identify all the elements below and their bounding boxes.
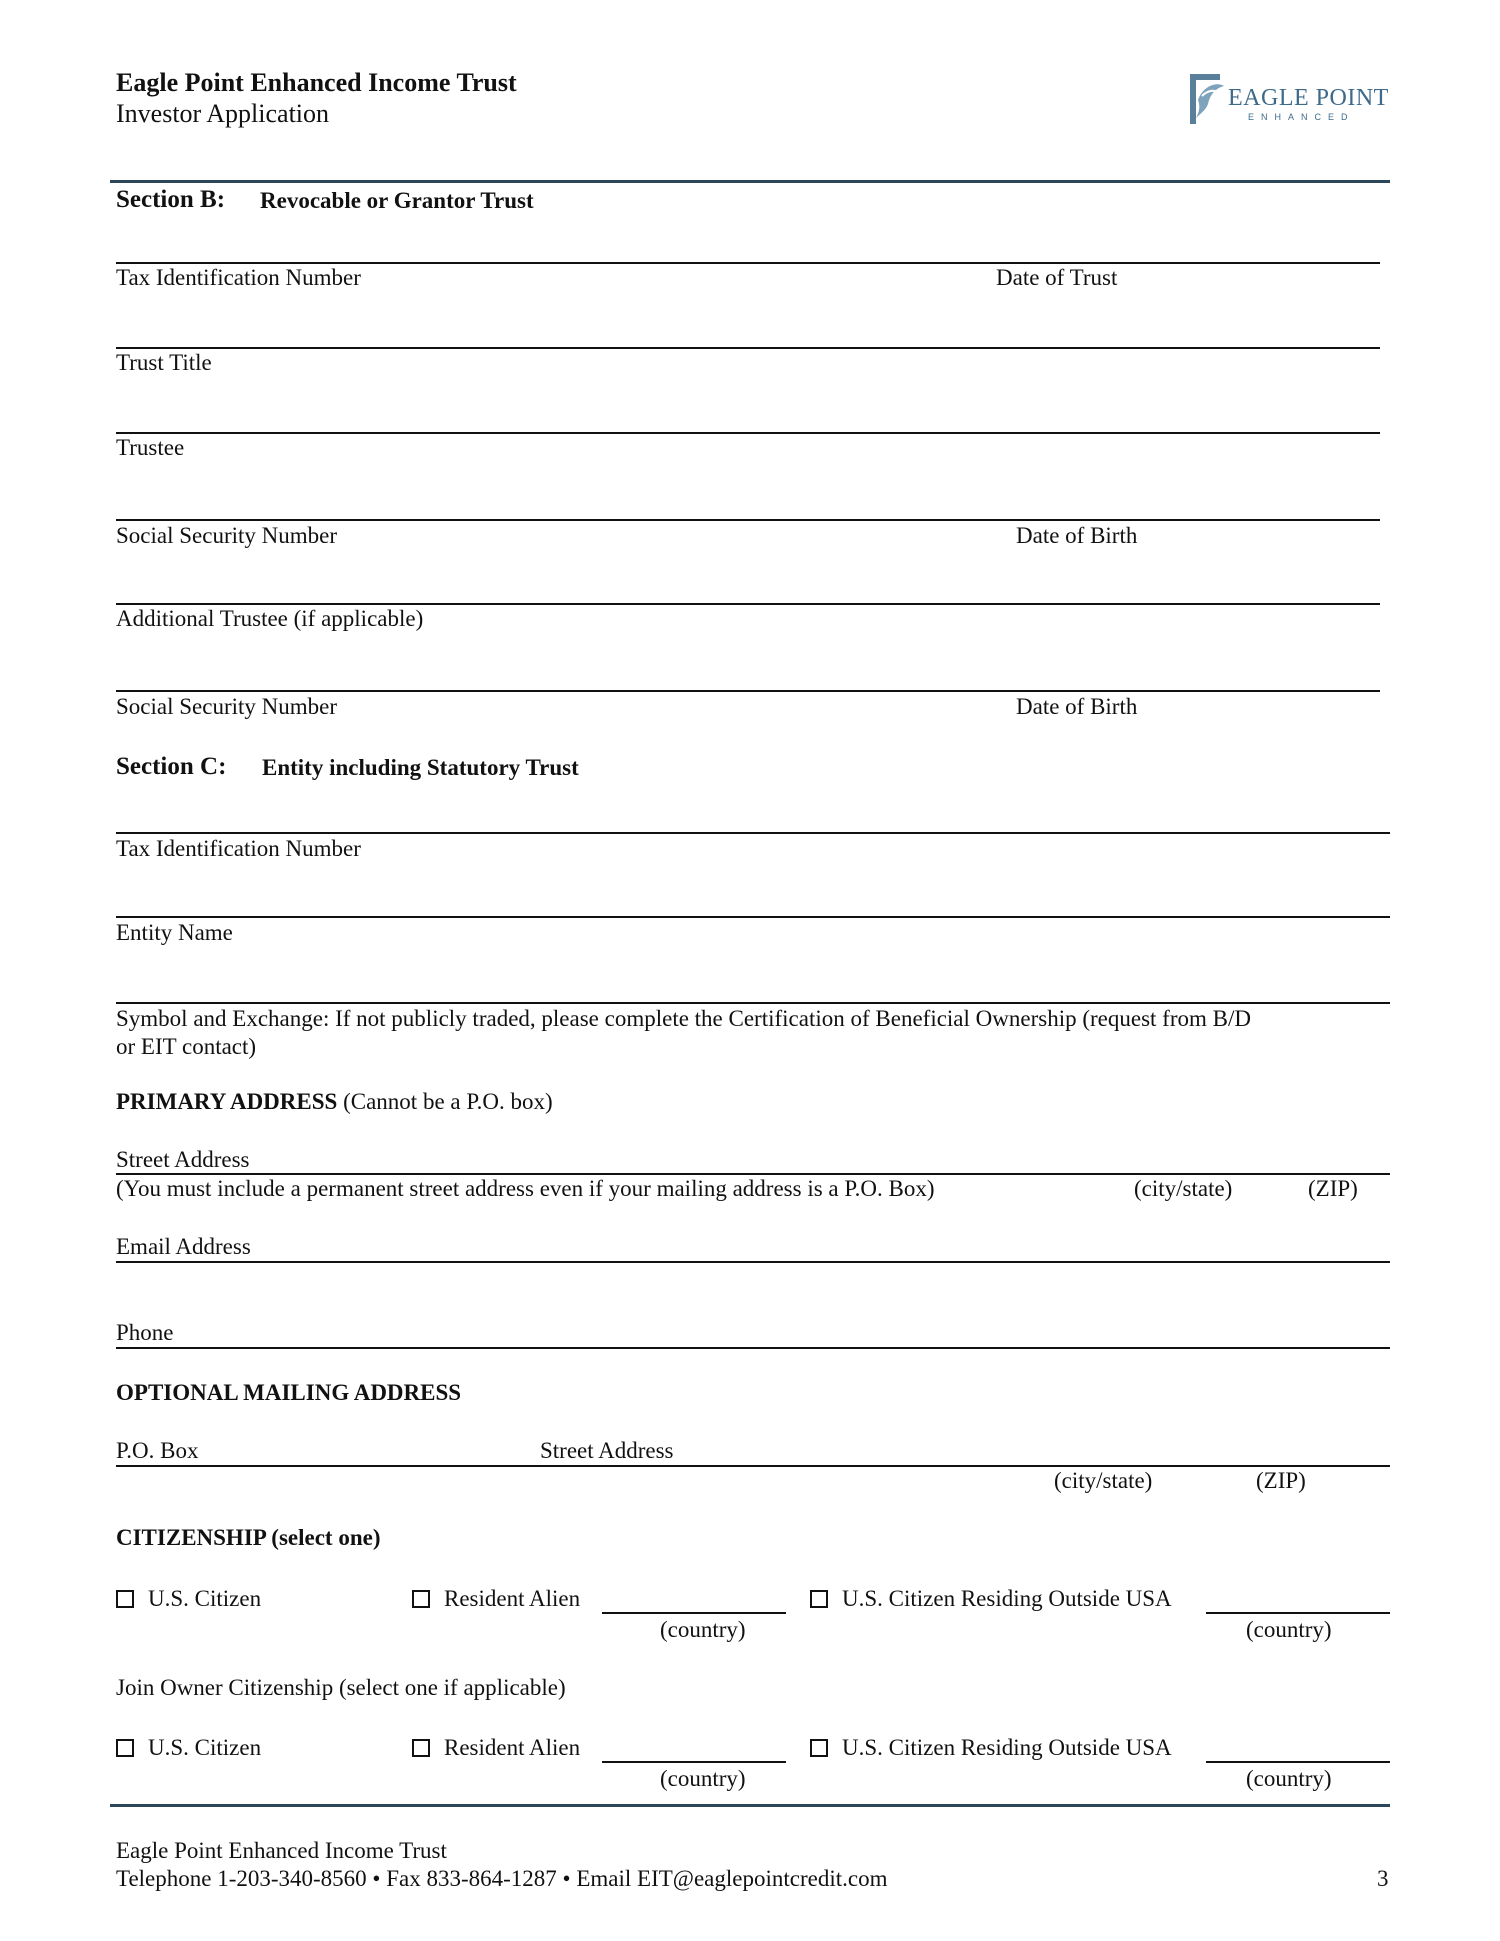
ssn-1-label: Social Security Number [116, 523, 338, 548]
entity-name-line[interactable] [116, 916, 1390, 918]
primary-address-heading [116, 1089, 553, 1115]
joint-resident-alien-country-line[interactable] [602, 1761, 786, 1763]
mailing-street-label: Street Address [540, 1438, 674, 1463]
city-state-label: (city/state) [1134, 1176, 1233, 1201]
joint-us-outside-country-label: (country) [1246, 1766, 1332, 1791]
dob-2-label: Date of Birth [1016, 694, 1138, 719]
date-of-trust-label: Date of Trust [996, 265, 1118, 290]
checkbox-icon[interactable] [810, 1590, 828, 1608]
mailing-city-state-label: (city/state) [1054, 1468, 1153, 1493]
citizenship-option-resident-alien[interactable]: Resident Alien [412, 1586, 580, 1612]
document-subtitle: Investor Application [116, 99, 330, 128]
dob-1-label: Date of Birth [1016, 523, 1138, 548]
trust-title-label: Trust Title [116, 350, 212, 375]
header-divider [110, 180, 1390, 183]
primary-address-note: (Cannot be a P.O. box) [343, 1089, 553, 1114]
us-outside-country-line[interactable] [1206, 1612, 1390, 1614]
trustee-label: Trustee [116, 435, 185, 460]
joint-option-us[interactable]: U.S. Citizen [116, 1735, 261, 1761]
email-line[interactable] [116, 1261, 1390, 1263]
us-outside-country-label: (country) [1246, 1617, 1332, 1642]
joint-resident-alien-country-label: (country) [660, 1766, 746, 1791]
ssn-2-label: Social Security Number [116, 694, 338, 719]
trust-title-line[interactable] [116, 347, 1380, 349]
resident-alien-country-line[interactable] [602, 1612, 786, 1614]
additional-trustee-label: Additional Trustee (if applicable) [116, 606, 424, 631]
footer-contact: Telephone 1-203-340-8560 • Fax 833-864-1287 • Email EIT@eaglepointcredit.com [116, 1866, 888, 1891]
footer-divider [110, 1804, 1390, 1807]
checkbox-icon[interactable] [116, 1590, 134, 1608]
ssn-1-line[interactable] [116, 519, 1380, 521]
logo-subtext: ENHANCED [1248, 112, 1355, 122]
primary-address-title: PRIMARY ADDRESS [116, 1089, 338, 1114]
joint-option-resident-alien[interactable]: Resident Alien [412, 1735, 580, 1761]
symbol-exchange-label-cont: or EIT contact) [116, 1034, 257, 1059]
street-address-line[interactable] [116, 1173, 1390, 1175]
checkbox-icon[interactable] [412, 1739, 430, 1757]
street-address-note: (You must include a permanent street address even if your mailing address is a P.O. Box) [116, 1176, 935, 1201]
entity-tin-label: Tax Identification Number [116, 836, 361, 861]
citizenship-option-us[interactable]: U.S. Citizen [116, 1586, 261, 1612]
logo-text: EAGLE POINT [1228, 85, 1389, 111]
ssn-2-line[interactable] [116, 690, 1380, 692]
citizenship-option-us-outside[interactable]: U.S. Citizen Residing Outside USA [810, 1586, 1172, 1612]
checkbox-icon[interactable] [116, 1739, 134, 1757]
footer-name: Eagle Point Enhanced Income Trust [116, 1838, 447, 1863]
po-box-label: P.O. Box [116, 1438, 199, 1463]
checkbox-icon[interactable] [810, 1739, 828, 1757]
section-c-title: Entity including Statutory Trust [262, 755, 579, 780]
tin-label: Tax Identification Number [116, 265, 361, 290]
section-c-label: Section C: [116, 753, 227, 780]
document-title: Eagle Point Enhanced Income Trust [116, 68, 517, 97]
joint-option-us-outside[interactable]: U.S. Citizen Residing Outside USA [810, 1735, 1172, 1761]
phone-label: Phone [116, 1320, 174, 1345]
resident-alien-country-label: (country) [660, 1617, 746, 1642]
section-b-title: Revocable or Grantor Trust [260, 188, 534, 213]
mailing-zip-label: (ZIP) [1256, 1468, 1306, 1493]
checkbox-icon[interactable] [412, 1590, 430, 1608]
page-number: 3 [1377, 1866, 1389, 1891]
joint-us-outside-country-line[interactable] [1206, 1761, 1390, 1763]
symbol-exchange-line[interactable] [116, 1002, 1390, 1004]
citizenship-heading: CITIZENSHIP (select one) [116, 1525, 381, 1550]
mailing-address-heading: OPTIONAL MAILING ADDRESS [116, 1380, 462, 1405]
eagle-icon [1188, 70, 1226, 126]
phone-line[interactable] [116, 1347, 1390, 1349]
tin-line[interactable] [116, 262, 1380, 264]
entity-name-label: Entity Name [116, 920, 233, 945]
zip-label: (ZIP) [1308, 1176, 1358, 1201]
section-b-label: Section B: [116, 186, 226, 213]
symbol-exchange-label: Symbol and Exchange: If not publicly traded, please complete the Certification of Beneficial Ownership (request from B/D [116, 1006, 1251, 1031]
street-address-label: Street Address [116, 1147, 250, 1172]
joint-citizenship-heading: Join Owner Citizenship (select one if applicable) [116, 1675, 566, 1700]
trustee-line[interactable] [116, 432, 1380, 434]
email-label: Email Address [116, 1234, 251, 1259]
entity-tin-line[interactable] [116, 832, 1390, 834]
logo [1188, 70, 1388, 130]
mailing-address-line[interactable] [116, 1465, 1390, 1467]
additional-trustee-line[interactable] [116, 603, 1380, 605]
